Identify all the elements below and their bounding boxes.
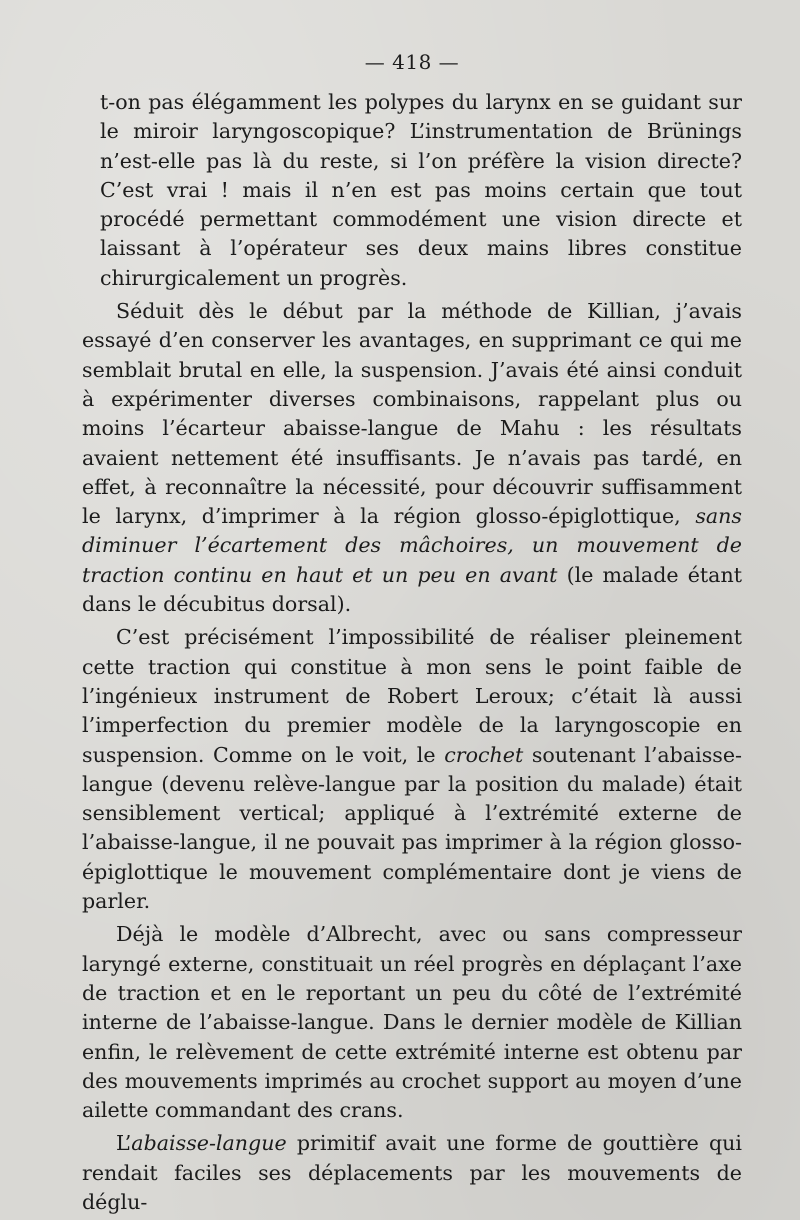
paragraph-text: (le malade étant dans le décubitus dorsal). <box>82 562 742 617</box>
paragraph-text: primitif avait une forme de gouttière qui rendait faciles ses déplacements par les mouvements de déglu- <box>82 1131 742 1214</box>
paragraph <box>82 920 742 1125</box>
emphasized-text: abaisse-langue <box>131 1131 287 1156</box>
paragraph-text: Déjà le modèle d’Albrecht, avec ou sans compresseur laryngé externe, constituait un réel progrès en déplaçant l’axe de traction et en le reportant un peu du côté de l’extrémité interne de l’abaisse-langue. Dans le dernier modèle de Killian enfin, le relèvement de cette extrémité interne est obtenu par des mouvements imprimés au crochet support au moyen d’une ailette commandant des crans. <box>82 922 742 1123</box>
paragraph-text: Séduit dès le début par la méthode de Killian, j’avais essayé d’en conserver les avantages, en supprimant ce qui me semblait brutal en elle, la suspension. J’avais été ainsi conduit à expérimenter diverses combinaisons, rappelant plus ou moins l’écarteur abaisse-langue de Mahu : les résultats avaient nettement été insuffisants. Je n’avais pas tardé, en effet, à reconnaître la nécessité, pour découvrir suffisamment le larynx, d’imprimer à la région glosso-épiglottique, <box>82 299 742 529</box>
emphasized-text: crochet <box>444 742 524 767</box>
paragraph-text: soutenant l’abaisse-langue (devenu relève-langue par la position du malade) était sensiblement vertical; appliqué à l’extrémité externe de l’abaisse-langue, il ne pouvait pas imprimer à la région glosso-épiglottique le mouvement complémentaire dont je viens de parler. <box>82 742 742 914</box>
paragraph-text: t-on pas élégamment les polypes du larynx en se guidant sur le miroir laryngoscopique? L’instrumentation de Brünings n’est-elle pas là du reste, si l’on préfère la vision directe? C’est vrai ! mais il n’en est pas moins certain que tout procédé permettant commodément une vision directe et laissant à l’opérateur ses deux mains libres constitue chirurgicalement un progrès. <box>100 90 742 290</box>
page-number: — 418 — <box>364 50 460 74</box>
emphasized-text: sans diminuer l’écartement des mâchoires, un mouvement de traction continu en haut et un peu en avant <box>82 504 742 587</box>
paragraph <box>82 623 742 916</box>
paragraph-text: C’est précisément l’impossibilité de réaliser pleinement cette traction qui constitue à mon sens le point faible de l’ingénieux instrument de Robert Leroux; c’était là aussi l’imperfection du premier modèle de la laryngoscopie en suspension. Comme on le voit, le <box>82 625 742 767</box>
paragraph-text: L’ <box>116 1131 132 1156</box>
paragraph <box>100 88 742 293</box>
paragraph <box>82 297 742 619</box>
paragraph <box>82 1129 742 1217</box>
